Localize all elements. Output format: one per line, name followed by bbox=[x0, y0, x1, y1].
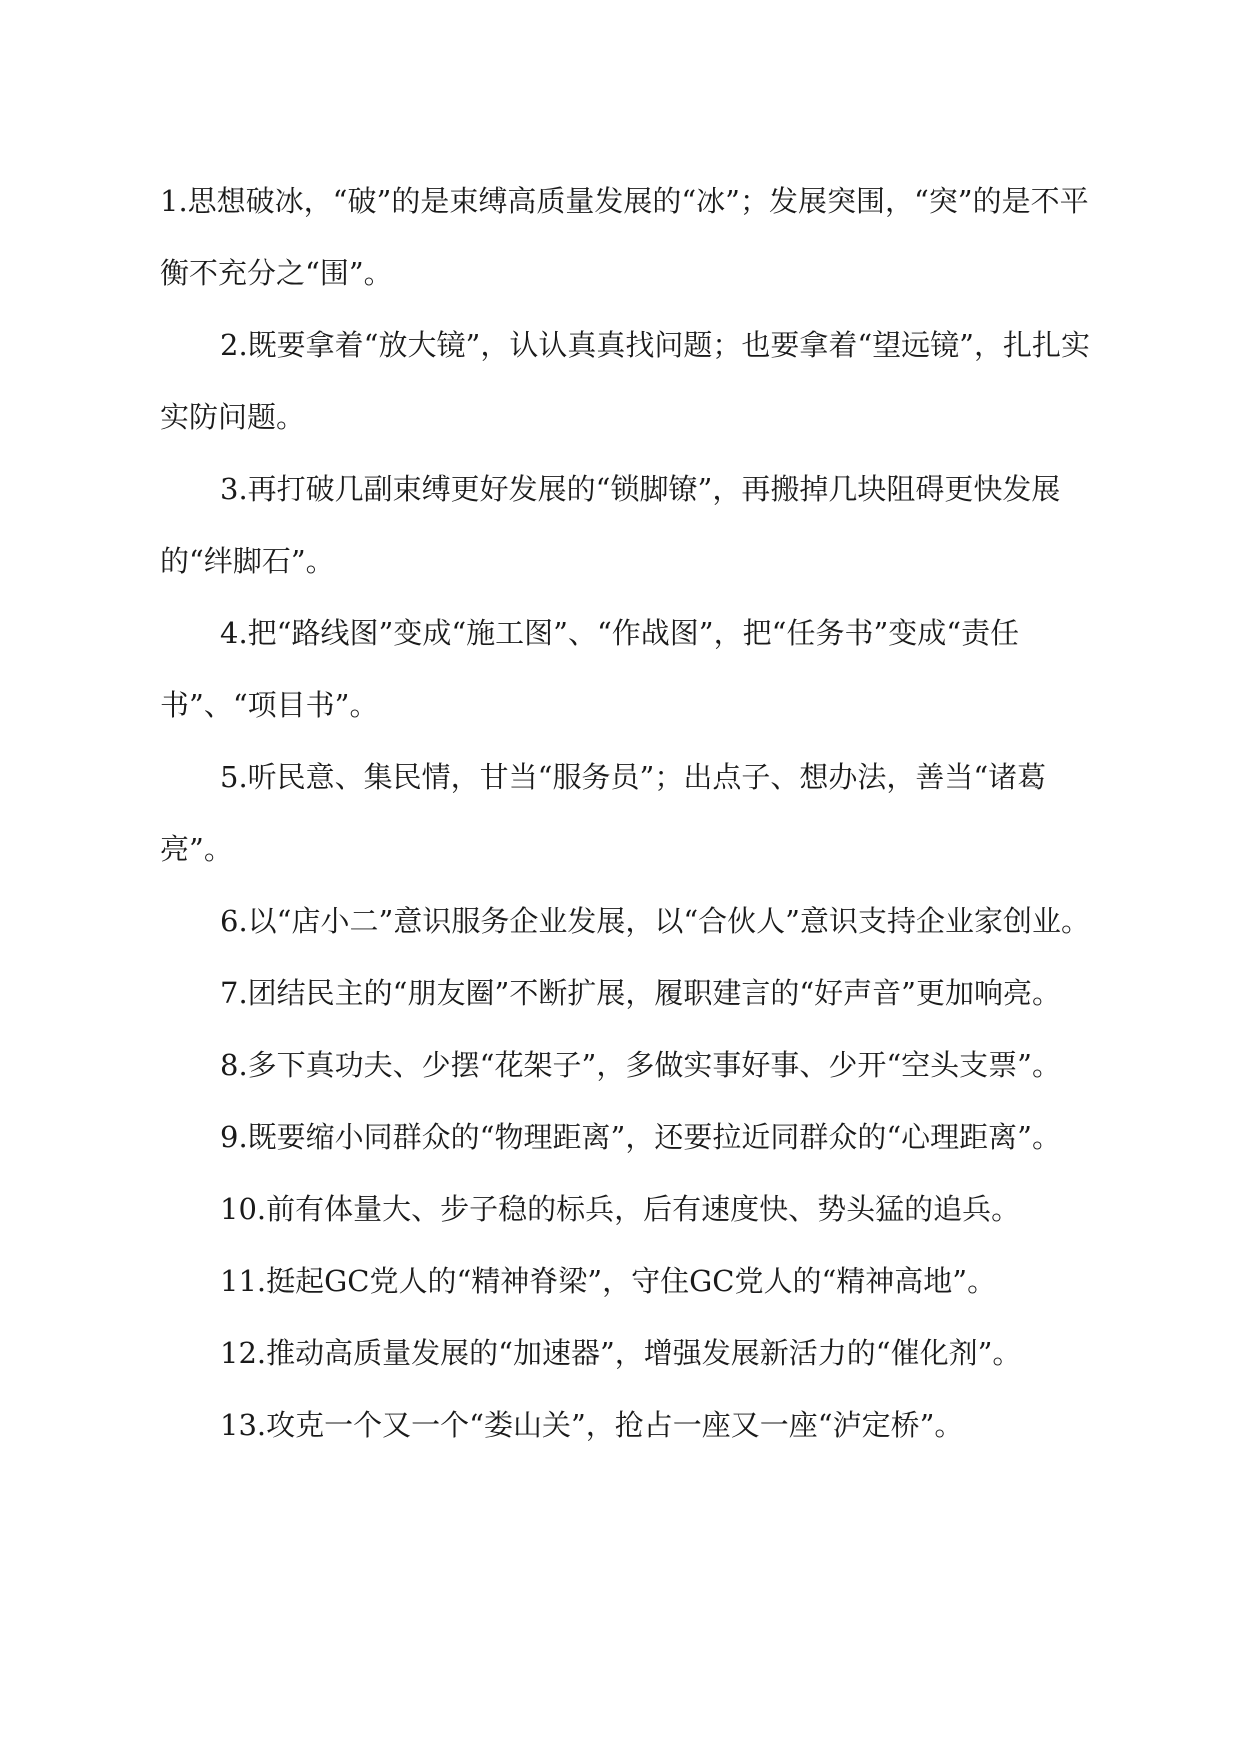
paragraph-8: 8.多下真功夫、少摆“花架子”，多做实事好事、少开“空头支票”。 bbox=[220, 1048, 1061, 1082]
paragraph-5: 5.听民意、集民情，甘当“服务员”；出点子、想办法，善当“诸葛亮”。 bbox=[160, 760, 1047, 866]
paragraph-10: 10.前有体量大、步子稳的标兵，后有速度快、势头猛的追兵。 bbox=[220, 1192, 1021, 1226]
document-body bbox=[160, 165, 1100, 1461]
paragraph-6: 6.以“店小二”意识服务企业发展，以“合伙人”意识支持企业家创业。 bbox=[220, 904, 1090, 938]
paragraph-3: 3.再打破几副束缚更好发展的“锁脚镣”，再搬掉几块阻碍更快发展的“绊脚石”。 bbox=[160, 472, 1061, 578]
paragraph-12: 12.推动高质量发展的“加速器”，增强发展新活力的“催化剂”。 bbox=[220, 1336, 1022, 1370]
paragraph-11: 11.挺起GC党人的“精神脊梁”，守住GC党人的“精神高地”。 bbox=[220, 1264, 997, 1298]
paragraph-9: 9.既要缩小同群众的“物理距离”，还要拉近同群众的“心理距离”。 bbox=[220, 1120, 1061, 1154]
paragraph-2: 2.既要拿着“放大镜”，认认真真找问题；也要拿着“望远镜”，扎扎实实防问题。 bbox=[160, 328, 1090, 434]
paragraph-7: 7.团结民主的“朋友圈”不断扩展，履职建言的“好声音”更加响亮。 bbox=[220, 976, 1061, 1010]
paragraph-13: 13.攻克一个又一个“娄山关”，抢占一座又一座“泸定桥”。 bbox=[220, 1408, 964, 1442]
paragraph-1: 1.思想破冰，“破”的是束缚高质量发展的“冰”；发展突围，“突”的是不平衡不充分之“围”。 bbox=[160, 184, 1089, 290]
paragraph-4: 4.把“路线图”变成“施工图”、“作战图”，把“任务书”变成“责任书”、“项目书”。 bbox=[160, 616, 1020, 722]
